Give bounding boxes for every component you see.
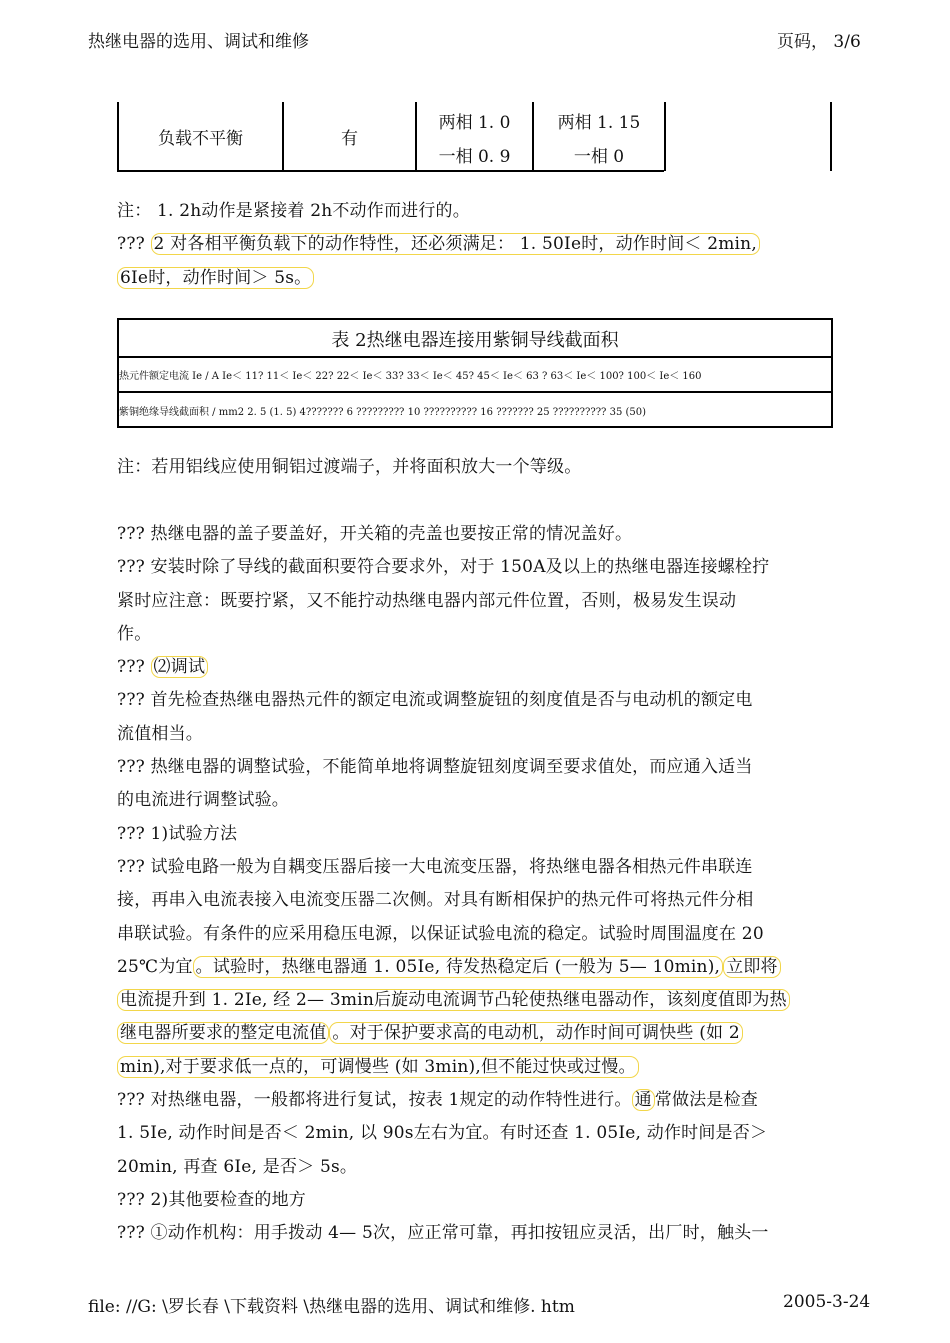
line-prefix: ??? xyxy=(117,657,151,678)
paragraph-line xyxy=(117,984,832,1017)
table-1-border xyxy=(117,170,664,172)
note-aluminum xyxy=(117,451,832,484)
line-part: 25℃为宜 xyxy=(117,956,193,977)
paragraph-line: ??? 2)其他要检查的地方 xyxy=(117,1189,306,1210)
paragraph-line: 紧时应注意：既要拧紧，又不能拧动热继电器内部元件位置，否则，极易发生误动 xyxy=(117,590,737,611)
footer-path: file: //G: \罗长春 \下载资料 \热继电器的选用、调试和维修. htm xyxy=(88,1297,575,1317)
note-block xyxy=(117,195,832,295)
header-title: 热继电器的选用、调试和维修 xyxy=(88,32,309,52)
highlight: 继电器所要求的整定电流值 xyxy=(117,1022,329,1044)
table-cell-one-phase: 一相 0 xyxy=(573,147,625,167)
table-cell-value: 有 xyxy=(341,129,358,149)
paragraph-line: ??? 热继电器的调整试验，不能简单地将调整旋钮刻度调至要求值处，而应通入适当 xyxy=(117,757,753,778)
highlight: ⑵调试 xyxy=(151,656,209,678)
line-part: ??? 对热继电器，一般都将进行复试，按表 1规定的动作特性进行。 xyxy=(117,1090,632,1111)
table-2-row-current: 热元件额定电流 Ie / A Ie＜ 11? 11＜ Ie＜ 22? 22＜ Ie＜ 33? 33＜ Ie＜ 45? 45＜ Ie＜ 63 ? 63＜ Ie＜ 100? 100＜ Ie＜ 160 xyxy=(119,371,702,382)
paragraph-line: 接，再串入电流表接入电流变压器二次侧。对具有断相保护的热元件可将热元件分相 xyxy=(117,890,754,911)
paragraph-line xyxy=(117,1051,832,1084)
table-cell-two-phase: 两相 1. 0 xyxy=(438,113,511,133)
paragraph-line: 20min, 再查 6Ie, 是否＞ 5s。 xyxy=(117,1156,358,1177)
paragraph-line: ??? 1)试验方法 xyxy=(117,823,238,844)
highlight: 。试验时，热继电器通 1. 05Ie, 待发热稳定后 (一般为 5— 10min), xyxy=(193,956,723,978)
table-2-title: 表 2热继电器连接用紫铜导线截面积 xyxy=(331,330,619,351)
paragraph-line: 1. 5Ie, 动作时间是否＜ 2min, 以 90s左右为宜。有时还查 1. 05Ie, 动作时间是否＞ xyxy=(117,1123,768,1144)
highlight: 立即将 xyxy=(723,956,781,978)
table-2-border xyxy=(117,391,833,393)
highlight: 2 对各相平衡负载下的动作特性，还必须满足： 1. 50Ie时，动作时间＜ 2min, xyxy=(151,233,760,255)
highlight: 6Ie时，动作时间＞ 5s。 xyxy=(117,267,314,289)
table-cell-two-phase: 两相 1. 15 xyxy=(557,113,641,133)
page-number: 页码， 3/6 xyxy=(777,32,861,52)
highlight: 电流提升到 1. 2Ie, 经 2— 3min后旋动电流调节凸轮使热继电器动作，该刻度值即为热 xyxy=(117,989,790,1011)
paragraph-line: ??? 热继电器的盖子要盖好，开关箱的壳盖也要按正常的情况盖好。 xyxy=(117,524,633,544)
paragraph-line xyxy=(117,1017,832,1050)
note-line: 注： 1. 2h动作是紧接着 2h不动作而进行的。 xyxy=(117,201,470,221)
paragraph-line: ??? 首先检查热继电器热元件的额定电流或调整旋钮的刻度值是否与电动机的额定电 xyxy=(117,690,753,711)
table-2-border xyxy=(117,356,833,358)
note-line xyxy=(117,228,832,261)
line-prefix: ??? xyxy=(117,234,151,255)
highlight: 。对于保护要求高的电动机，动作时间可调快些 (如 2 xyxy=(329,1022,742,1044)
body-text xyxy=(117,518,832,1251)
paragraph-line xyxy=(117,951,832,984)
footer-date: 2005-3-24 xyxy=(783,1292,871,1312)
table-cell-label: 负载不平衡 xyxy=(158,129,243,149)
note-line: 注：若用铝线应使用铜铝过渡端子，并将面积放大一个等级。 xyxy=(117,457,582,477)
note-line xyxy=(117,262,832,295)
paragraph-line: 作。 xyxy=(117,623,152,644)
paragraph-line: ??? 安装时除了导线的截面积要符合要求外，对于 150A及以上的热继电器连接螺栓拧 xyxy=(117,557,770,578)
table-1-border xyxy=(664,102,666,171)
highlight: min),对于要求低一点的，可调慢些 (如 3min),但不能过快或过慢。 xyxy=(117,1056,639,1078)
paragraph-line xyxy=(117,651,832,684)
paragraph-line: 流值相当。 xyxy=(117,723,203,744)
table-cell-one-phase: 一相 0. 9 xyxy=(438,147,511,167)
line-part: 常做法是检查 xyxy=(654,1090,758,1111)
paragraph-line: 的电流进行调整试验。 xyxy=(117,790,289,811)
table-2-row-section: 紫铜绝缘导线截面积 / mm2 2. 5 (1. 5) 4??????? 6 ????????? 10 ?????????? 16 ??????? 25 ?????????? 35 (50) xyxy=(119,407,647,418)
highlight: 通 xyxy=(632,1089,655,1111)
paragraph-line: 串联试验。有条件的应采用稳压电源，以保证试验电流的稳定。试验时周围温度在 20 xyxy=(117,923,764,944)
paragraph-line: ??? ①动作机构：用手拨动 4— 5次，应正常可靠，再扣按钮应灵活，出厂时，触头一 xyxy=(117,1223,769,1244)
paragraph-line xyxy=(117,1084,832,1117)
table-1-border xyxy=(830,102,832,171)
paragraph-line: ??? 试验电路一般为自耦变压器后接一大电流变压器，将热继电器各相热元件串联连 xyxy=(117,856,753,877)
